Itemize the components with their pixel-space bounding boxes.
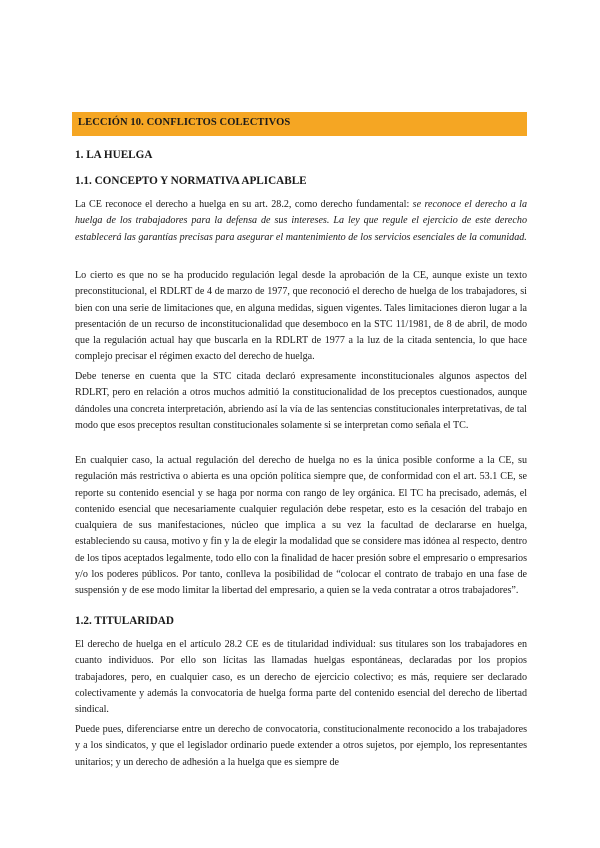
paragraph-3: Debe tenerse en cuenta que la STC citada declaró expresamente inconstitucionales algunos aspectos del RDLRT, pero en relación a otros muchos admitió la constitucionalidad de los preceptos cuestionados, aunque dándoles una concreta interpretación, abriendo así la vía de las sentencias constitucionales interpretativas, de tal modo que esos preceptos resultan constitucionales solamente si se interpretan como señala el TC. — [75, 371, 527, 431]
lesson-title: LECCIÓN 10. CONFLICTOS COLECTIVOS — [72, 112, 527, 136]
paragraph-1-text: La CE reconoce el derecho a huelga en su art. 28.2, como derecho fundamental: — [75, 199, 413, 210]
paragraph-2: Lo cierto es que no se ha producido regulación legal desde la aprobación de la CE, aunque existe un texto preconstitucional, el RDLRT de 4 de marzo de 1977, que reconoció el derecho de huelga de los trabajadores, si bien con una serie de limitaciones que, en alguna medidas, siguen vigentes. Tales limitaciones dieron lugar a la presentación de un recurso de inconstitucionalidad que desemboco en la STC 11/1981, de 8 de abril, de modo que la regulación actual hay que buscarla en la RDLRT de 1977 a la luz de la citada sentencia, lo que hace complejo precisar el régimen exacto del derecho de huelga. — [75, 270, 527, 363]
section-heading-huelga: 1. LA HUELGA — [75, 149, 153, 161]
paragraph-5: El derecho de huelga en el artículo 28.2 CE es de titularidad individual: sus titulares son los trabajadores en cuanto individuos. Por ello son lícitas las llamadas huelgas espontáneas, declaradas por los propios trabajadores, pero, en cualquier caso, es un derecho de ejercicio colectivo; es más, requiere ser declarado colectivamente y además la convocatoria de huelga forma parte del contenido esencial del derecho de libertad sindical. — [75, 639, 527, 716]
section-heading-titularidad: 1.2. TITULARIDAD — [75, 615, 174, 627]
section-heading-concepto: 1.1. CONCEPTO Y NORMATIVA APLICABLE — [75, 175, 307, 187]
paragraph-1-quote: se reconoce el derecho a la huelga de los trabajadores para la defensa de sus intereses. La ley que regule el ejercicio de este derecho establecerá las garantías precisas para asegurar el mantenimiento de los servicios esenciales de la comunidad. — [75, 199, 527, 243]
paragraph-6: Puede pues, diferenciarse entre un derecho de convocatoria, constitucionalmente reconocido a los trabajadores y a los sindicatos, y que el legislador ordinario puede extender a otros sujetos, por ejemplo, los representantes unitarios; y un derecho de adhesión a la huelga que es siempre de — [75, 724, 527, 768]
paragraph-1 — [75, 197, 527, 246]
paragraph-4: En cualquier caso, la actual regulación del derecho de huelga no es la única posible conforme a la CE, su regulación más restrictiva o abierta es una opción política siempre que, de conformidad con el art. 53.1 CE, se reporte su contenido esencial y se haga por norma con rango de ley orgánica. El TC ha precisado, además, el contenido esencial que necesariamente cualquier regulación debe respetar, esto es la cesación del trabajo en cualquiera de sus manifestaciones, núcleo que implica a su vez la facultad de declararse en huelga, estableciendo su causa, motivo y fin y la de elegir la modalidad que se considere mas idónea al respecto, dentro de los tipos aceptados legalmente, todo ello con la finalidad de hacer presión sobre el empresario o empresarios y/o los poderes públicos. Por tanto, conlleva la posibilidad de “colocar el contrato de trabajo en una fase de suspensión y de ese modo limitar la libertad del empresario, a quien se la veda contratar a otros trabajadores”. — [75, 455, 527, 597]
